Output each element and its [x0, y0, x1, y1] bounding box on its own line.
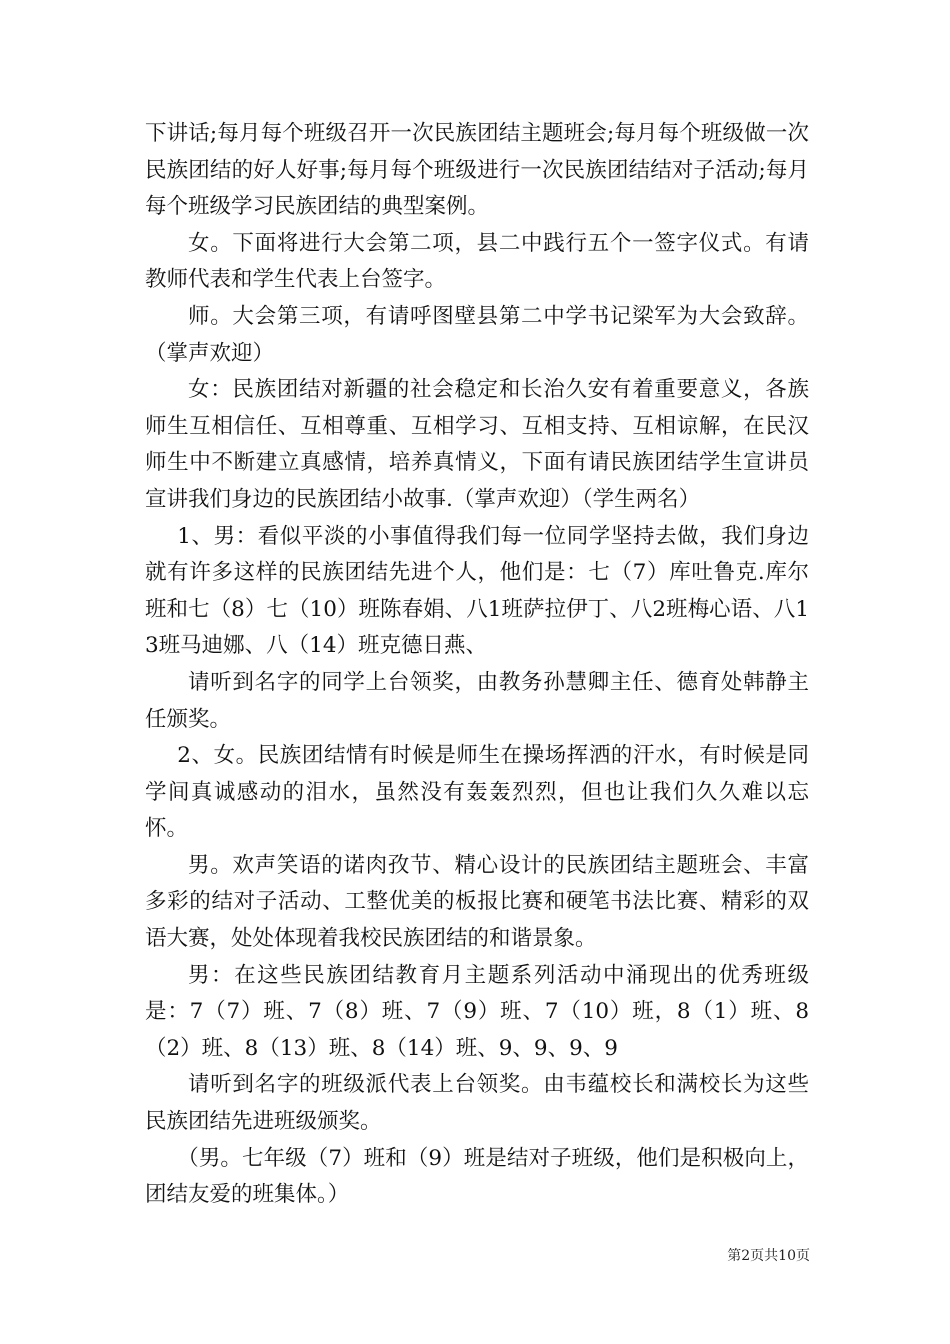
paragraph-9: 男：在这些民族团结教育月主题系列活动中涌现出的优秀班级是：7（7）班、7（8）班、7（9）班、7（10）班，8（1）班、8（2）班、8（13）班、8（14）班、9、9、9、9: [145, 962, 809, 1061]
paragraph-10: 请听到名字的班级派代表上台领奖。由韦蕴校长和满校长为这些民族团结先进班级颁奖。: [145, 1072, 809, 1135]
paragraph-7: 2、女。民族团结情有时候是师生在操场挥洒的汗水，有时候是同学间真诚感动的泪水，虽然没有轰轰烈烈，但也让我们久久难以忘怀。: [145, 743, 809, 842]
paragraph-3: 师。大会第三项，有请呼图壁县第二中学书记梁军为大会致辞。（掌声欢迎）: [145, 303, 809, 366]
page-number: 第2页共10页: [727, 1248, 810, 1264]
paragraph-2: 女。下面将进行大会第二项，县二中践行五个一签字仪式。有请教师代表和学生代表上台签字。: [145, 230, 809, 293]
paragraph-11: （男。七年级（7）班和（9）班是结对子班级，他们是积极向上，团结友爱的班集体。）: [145, 1145, 809, 1208]
document-body: [145, 116, 809, 1214]
paragraph-5: 1、男：看似平淡的小事值得我们每一位同学坚持去做，我们身边就有许多这样的民族团结先进个人，他们是：七（7）库吐鲁克.库尔班和七（8）七（10）班陈春娟、八1班萨拉伊丁、八2班梅心语、八13班马迪娜、八（14）班克德日燕、: [145, 523, 809, 659]
paragraph-8: 男。欢声笑语的诺肉孜节、精心设计的民族团结主题班会、丰富多彩的结对子活动、工整优美的板报比赛和硬笔书法比赛、精彩的双语大赛，处处体现着我校民族团结的和谐景象。: [145, 852, 809, 952]
paragraph-6: 请听到名字的同学上台领奖，由教务孙慧卿主任、德育处韩静主任颁奖。: [145, 669, 809, 732]
paragraph-1: 下讲话;每月每个班级召开一次民族团结主题班会;每月每个班级做一次民族团结的好人好事;每月每个班级进行一次民族团结结对子活动;每月每个班级学习民族团结的典型案例。: [145, 121, 809, 220]
paragraph-4: 女：民族团结对新疆的社会稳定和长治久安有着重要意义，各族师生互相信任、互相尊重、互相学习、互相支持、互相谅解，在民汉师生中不断建立真感情，培养真情义，下面有请民族团结学生宣讲员宣讲我们身边的民族团结小故事.（掌声欢迎）（学生两名）: [145, 377, 809, 512]
